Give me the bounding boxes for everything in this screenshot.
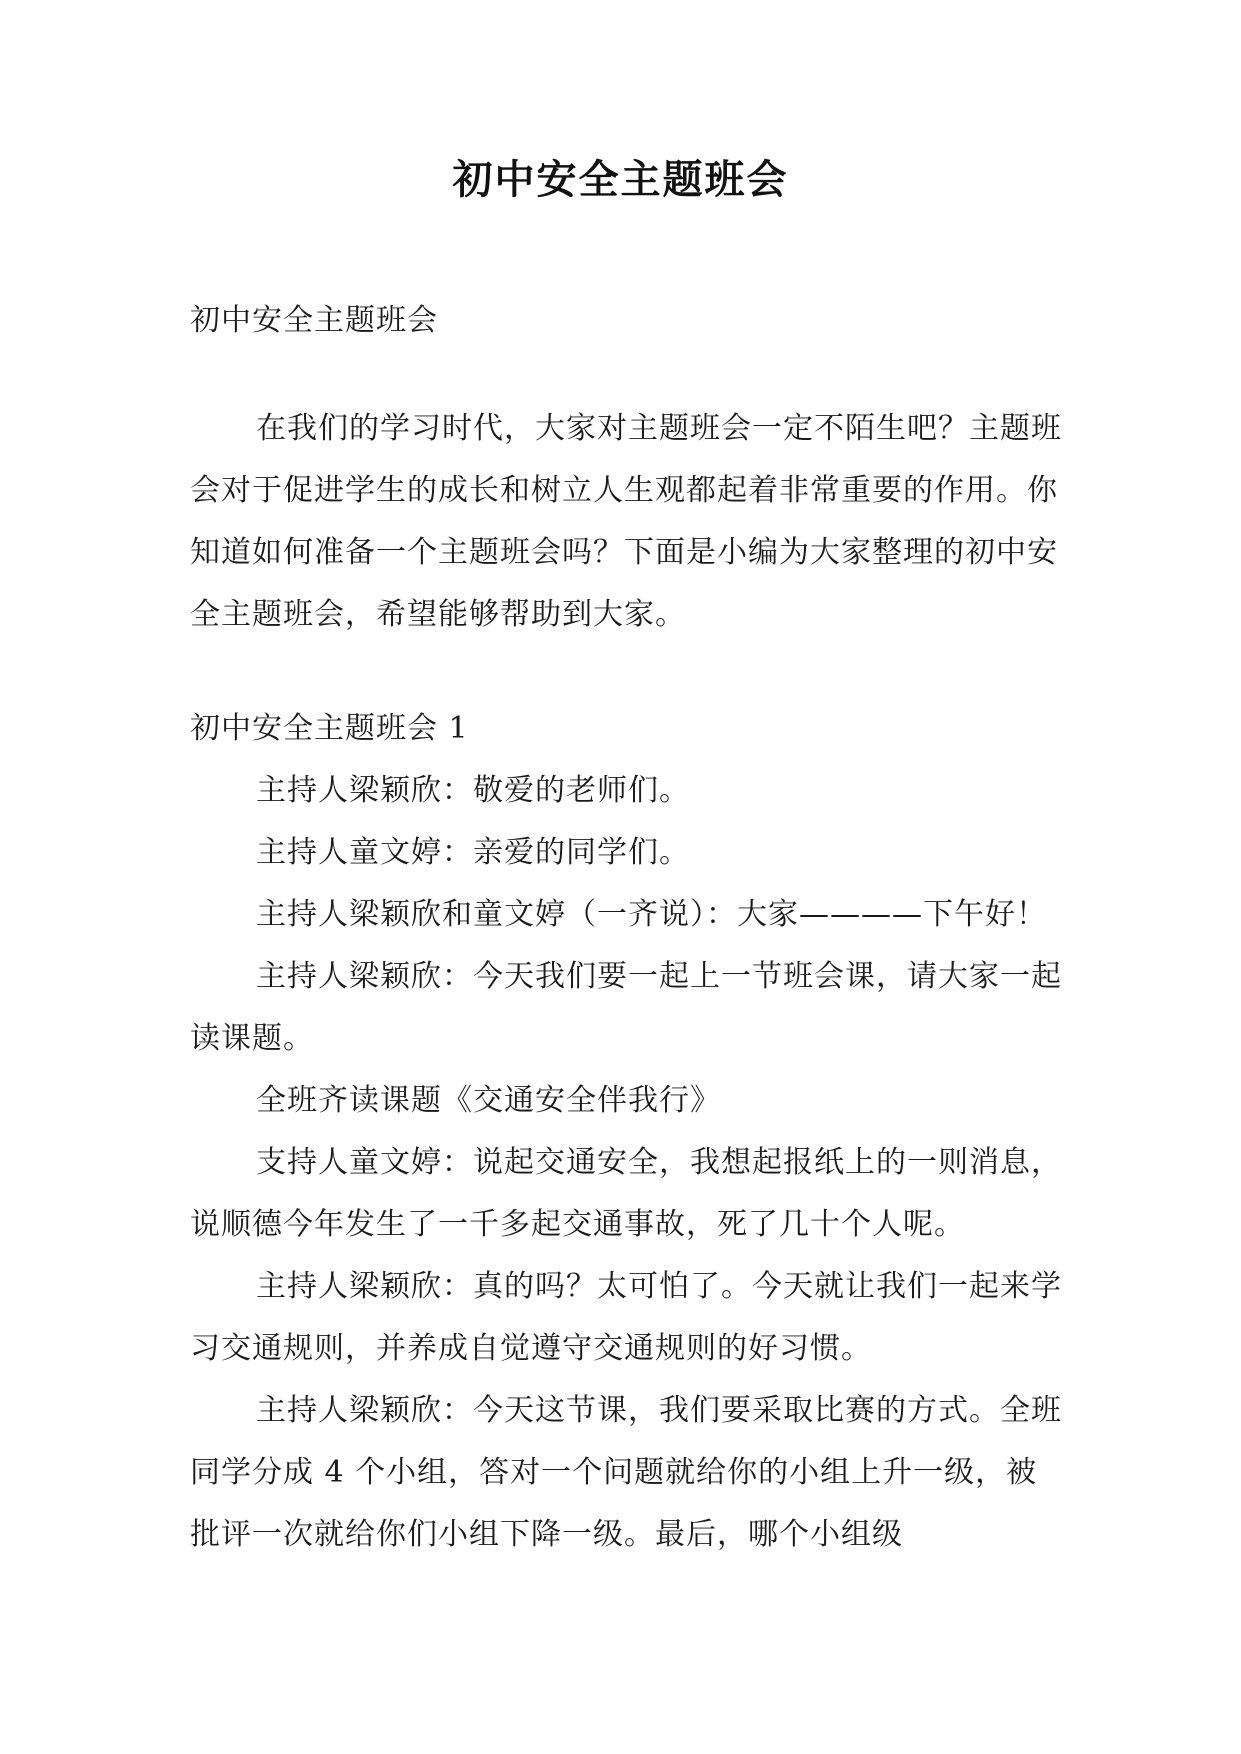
dialogue-paragraph: 主持人梁颖欣和童文婷（一齐说）：大家————下午好！	[256, 897, 1047, 932]
dialogue-paragraph: 主持人梁颖欣：真的吗？太可怕了。今天就让我们一起来学习交通规则，并养成自觉遵守交通规则的好习惯。	[190, 1269, 1062, 1366]
document-subtitle: 初中安全主题班会	[190, 303, 438, 338]
dialogue-paragraph: 支持人童文婷：说起交通安全，我想起报纸上的一则消息，说顺德今年发生了一千多起交通事故，死了几十个人呢。	[190, 1145, 1062, 1242]
dialogue-paragraph: 主持人梁颖欣：今天我们要一起上一节班会课，请大家一起读课题。	[190, 959, 1062, 1056]
document-title: 初中安全主题班会	[452, 157, 789, 203]
dialogue-paragraph: 主持人童文婷：亲爱的同学们。	[256, 835, 690, 870]
dialogue-paragraph: 主持人梁颖欣：敬爱的老师们。	[256, 773, 690, 808]
dialogue-paragraph: 主持人梁颖欣：今天这节课，我们要采取比赛的方式。全班同学分成 4 个小组，答对一个问题就给你的小组上升一级，被批评一次就给你们小组下降一级。最后，哪个小组级	[190, 1393, 1062, 1552]
intro-paragraph: 在我们的学习时代，大家对主题班会一定不陌生吧？主题班会对于促进学生的成长和树立人生观都起着非常重要的作用。你知道如何准备一个主题班会吗？下面是小编为大家整理的初中安全主题班会，希望能够帮助到大家。	[190, 411, 1062, 632]
document-body	[190, 290, 1062, 1566]
dialogue-paragraph: 全班齐读课题《交通安全伴我行》	[256, 1083, 721, 1118]
section-heading: 初中安全主题班会 1	[190, 711, 469, 746]
